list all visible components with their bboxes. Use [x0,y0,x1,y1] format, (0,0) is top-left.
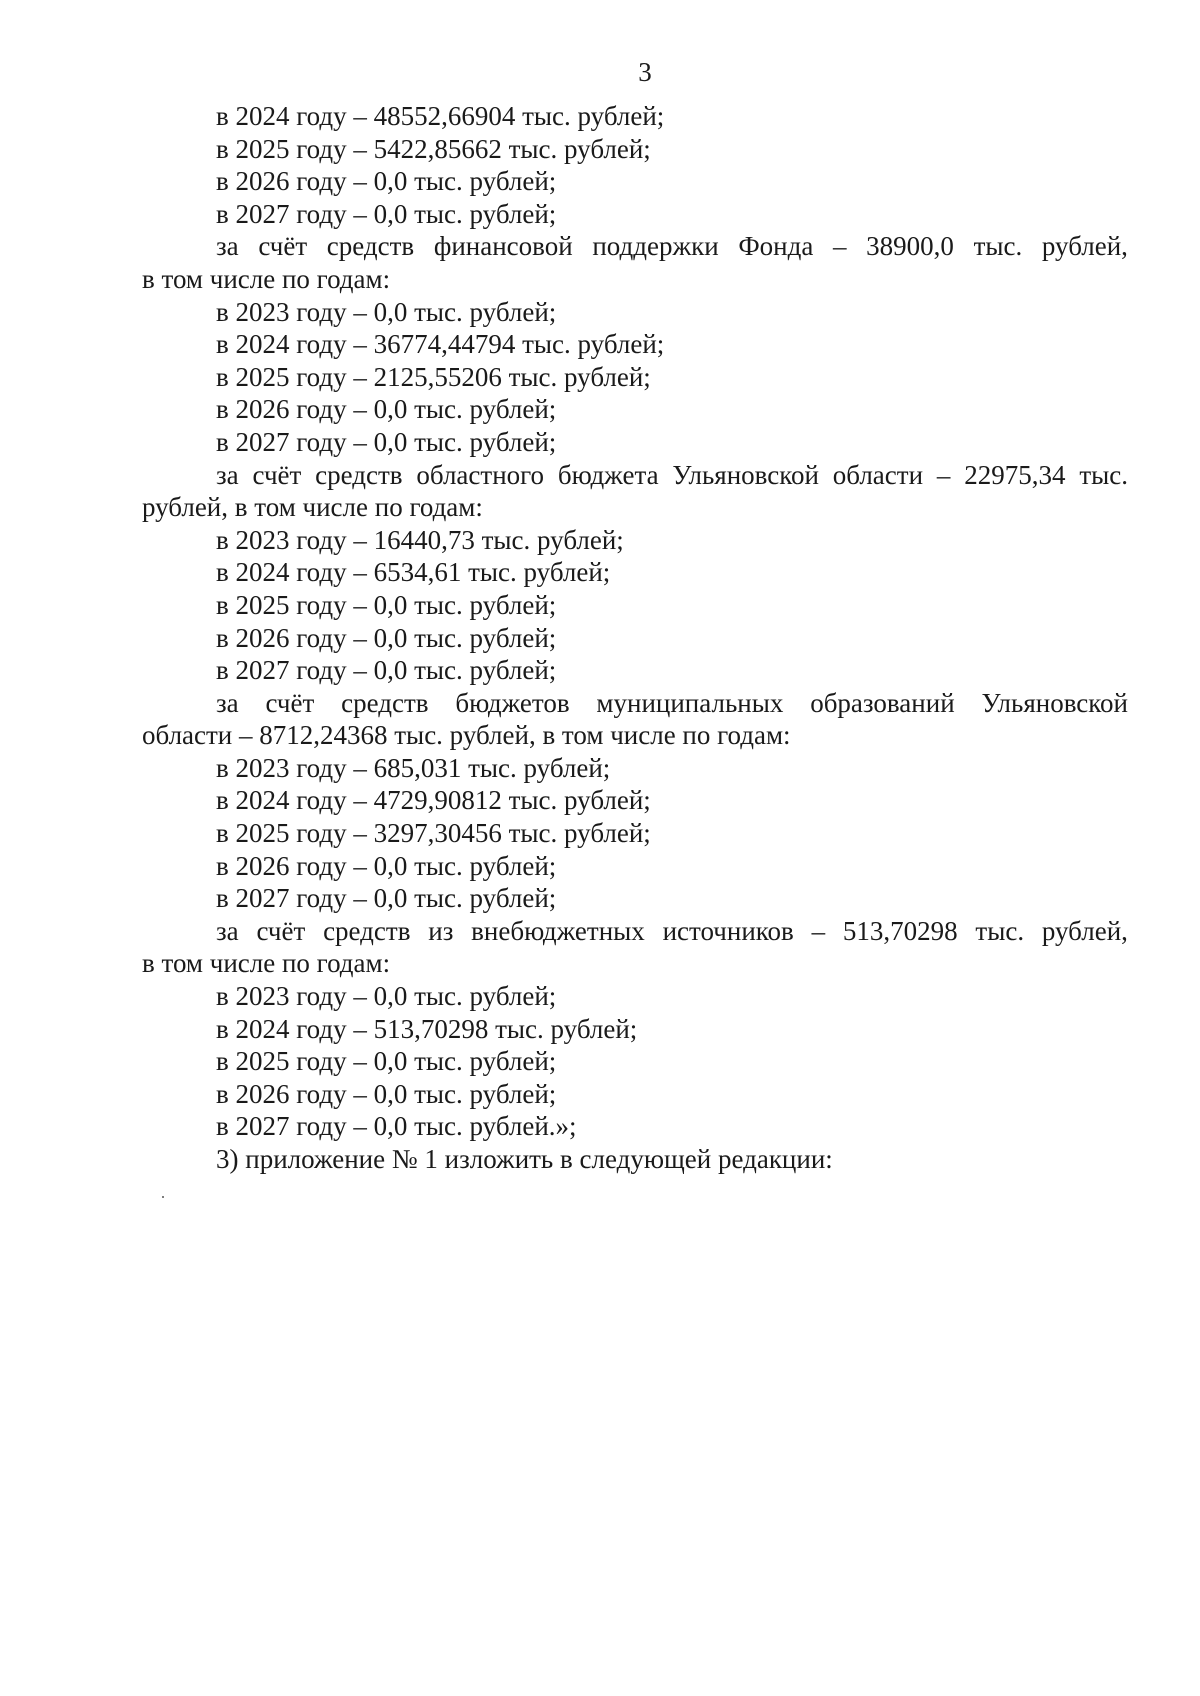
text-line: в 2025 году – 3297,30456 тыс. рублей; [216,818,651,849]
word: – [936,459,951,490]
word: бюджетов [455,687,570,718]
paragraph-start-line [142,915,1128,948]
word: тыс. [973,231,1023,262]
text-line: в 2026 году – 0,0 тыс. рублей; [216,1078,557,1109]
word: – [833,231,847,262]
word: области [832,459,924,490]
word: тыс. [1079,459,1128,490]
text-line: в том числе по годам: [142,948,391,979]
word: из [428,915,454,946]
text-line: в 2023 году – 0,0 тыс. рублей; [216,296,557,327]
paragraph-start-line [142,230,1128,263]
page-number: 3 [638,57,652,87]
word: за [216,687,239,718]
text-line: в 2025 году – 0,0 тыс. рублей; [216,1046,557,1077]
text-line: в 2025 году – 2125,55206 тыс. рублей; [216,361,651,392]
word: Ульяновской [672,459,819,490]
text-line: в 2027 году – 0,0 тыс. рублей; [216,198,557,229]
text-line: в 2026 году – 0,0 тыс. рублей; [216,622,557,653]
word: рублей, [1041,915,1128,946]
text-line: в 2024 году – 513,70298 тыс. рублей; [216,1013,638,1044]
word: счёт [265,687,315,718]
word: тыс. [975,915,1025,946]
paragraph-start-line [142,687,1128,720]
paragraph-start-line [142,459,1128,492]
text-line: в 2027 году – 0,0 тыс. рублей.»; [216,1111,577,1142]
word: поддержки [592,231,719,262]
scan-speck [162,1196,164,1198]
document-body [142,100,1128,1176]
text-line: в 2025 году – 5422,85662 тыс. рублей; [216,133,651,164]
word: счёт [256,915,306,946]
word: финансовой [433,231,573,262]
text-line: в 2024 году – 48552,66904 тыс. рублей; [216,101,665,131]
text-line: области – 8712,24368 тыс. рублей, в том числе по годам: [142,720,791,751]
text-line: в 2023 году – 0,0 тыс. рублей; [216,981,557,1012]
word: средств [341,687,429,718]
word: внебюджетных [471,915,645,946]
word: Фонда [738,231,814,262]
word: источников [662,915,794,946]
text-line: в 2023 году – 16440,73 тыс. рублей; [216,524,624,555]
word: 38900,0 [866,231,954,262]
word: средств [315,459,403,490]
text-line: в 2027 году – 0,0 тыс. рублей; [216,883,557,914]
word: средств [326,231,415,262]
word: за [216,231,239,262]
text-line: в 2026 году – 0,0 тыс. рублей; [216,394,557,425]
word: муниципальных [596,687,784,718]
word: 513,70298 [842,915,958,946]
word: бюджета [557,459,659,490]
word: счёт [252,459,302,490]
word: Ульяновской [981,687,1128,718]
word: средств [323,915,411,946]
text-line: 3) приложение № 1 изложить в следующей редакции: [216,1144,833,1174]
text-line: в 2026 году – 0,0 тыс. рублей; [216,166,557,197]
text-line: в том числе по годам: [142,263,391,294]
text-line: в 2024 году – 36774,44794 тыс. рублей; [216,329,665,360]
word: образований [810,687,955,718]
word: областного [416,459,545,490]
text-line: рублей, в том числе по годам: [142,492,483,523]
text-line: в 2024 году – 6534,61 тыс. рублей; [216,557,611,588]
word: 22975,34 [964,459,1066,490]
text-line: в 2025 году – 0,0 тыс. рублей; [216,589,557,620]
word: за [216,459,239,490]
word: счёт [258,231,308,262]
word: – [811,915,826,946]
text-line: в 2027 году – 0,0 тыс. рублей; [216,426,557,457]
text-line: в 2026 году – 0,0 тыс. рублей; [216,850,557,881]
word: рублей, [1041,231,1128,262]
text-line: в 2023 году – 685,031 тыс. рублей; [216,752,611,783]
word: за [216,915,239,946]
text-line: в 2027 году – 0,0 тыс. рублей; [216,655,557,686]
text-line: в 2024 году – 4729,90812 тыс. рублей; [216,785,651,816]
